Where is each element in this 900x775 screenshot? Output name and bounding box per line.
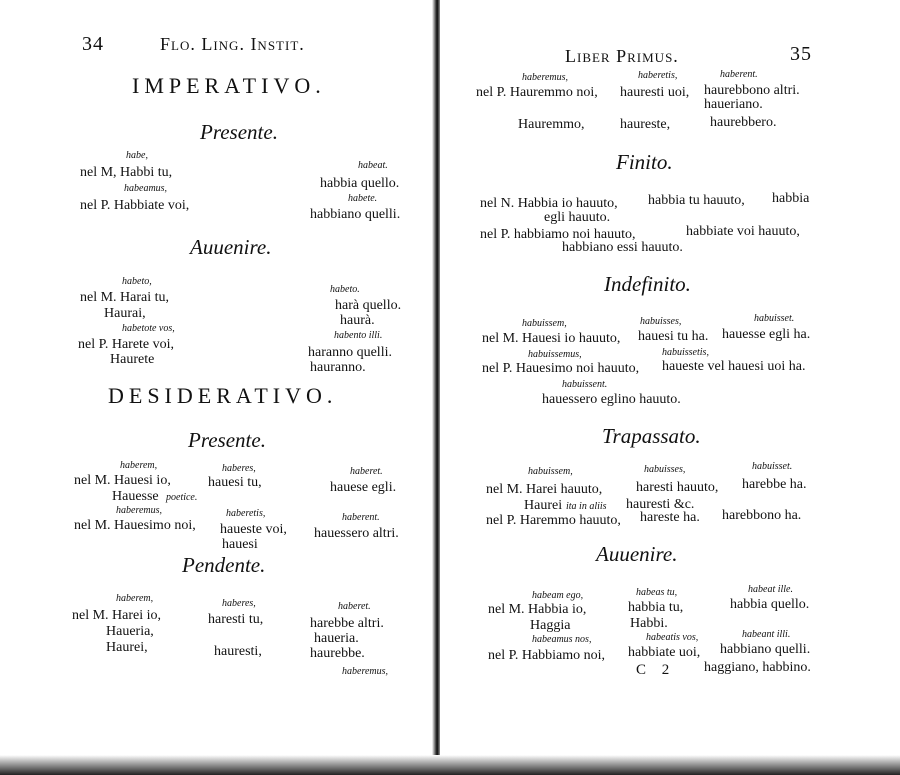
conjugation-form: hauranno. bbox=[310, 360, 366, 375]
conjugation-form: hauresti uoi, bbox=[620, 85, 690, 100]
latin-gloss: haberet. bbox=[350, 466, 383, 477]
conjugation-form: haresti tu, bbox=[208, 612, 264, 627]
latin-gloss: habuissent. bbox=[562, 379, 608, 390]
section-heading-imperativo: IMPERATIVO. bbox=[132, 73, 326, 98]
latin-gloss: haberetis, bbox=[638, 70, 678, 81]
conjugation-form: Haurai, bbox=[104, 306, 146, 321]
left-page bbox=[0, 0, 438, 775]
conjugation-line: nel P. Haremmo hauuto, bbox=[486, 513, 621, 528]
conjugation-line: nel M. Harei hauuto, bbox=[486, 482, 603, 497]
page-number: 34 bbox=[82, 33, 104, 55]
scan-bottom-shadow bbox=[0, 755, 900, 775]
conjugation-line: nel P. Hauesimo noi hauuto, bbox=[482, 361, 640, 376]
latin-gloss: habuissem, bbox=[528, 466, 573, 477]
conjugation-form: Habbi. bbox=[630, 616, 668, 631]
latin-gloss: habeto, bbox=[122, 276, 152, 287]
conjugation-form: habbiano quelli. bbox=[310, 207, 401, 222]
conjugation-line: nel M, Habbi tu, bbox=[80, 165, 173, 180]
conjugation-form: habbia quello. bbox=[320, 176, 400, 191]
latin-gloss: habetote vos, bbox=[122, 323, 175, 334]
conjugation-form: Haurei bbox=[524, 498, 563, 513]
conjugation-line: nel M. Harei io, bbox=[72, 608, 162, 623]
latin-gloss: habeamus, bbox=[124, 183, 168, 194]
latin-gloss: habeam ego, bbox=[532, 590, 584, 601]
conjugation-form: haurebbero. bbox=[710, 115, 777, 130]
subheading-pendente: Pendente. bbox=[182, 553, 266, 577]
latin-gloss: habento illi. bbox=[334, 330, 383, 341]
latin-gloss: habeant illi. bbox=[742, 629, 791, 640]
conjugation-form: habbia tu, bbox=[628, 600, 684, 615]
conjugation-form: harebbe ha. bbox=[742, 477, 807, 492]
latin-gloss: habete. bbox=[348, 193, 378, 204]
subheading-trapassato: Trapassato. bbox=[602, 424, 701, 448]
conjugation-line: nel M. Hauesi io, bbox=[74, 473, 171, 488]
right-page bbox=[440, 0, 900, 775]
conjugation-form: Hauremmo, bbox=[518, 117, 585, 132]
conjugation-form: egli hauuto. bbox=[544, 210, 611, 225]
latin-gloss: haberetis, bbox=[226, 508, 266, 519]
subheading-finito: Finito. bbox=[616, 150, 673, 174]
conjugation-form: habbiate uoi, bbox=[628, 645, 701, 660]
subheading-auuenire: Auuenire. bbox=[190, 235, 272, 259]
latin-gloss: habuissemus, bbox=[528, 349, 582, 360]
conjugation-form: Haurete bbox=[110, 352, 155, 367]
latin-gloss: habeat. bbox=[358, 160, 388, 171]
latin-gloss: haberes, bbox=[222, 463, 256, 474]
conjugation-form: haueria. bbox=[314, 631, 359, 646]
latin-gloss: habuisset. bbox=[752, 461, 793, 472]
latin-gloss: habuisset. bbox=[754, 313, 795, 324]
conjugation-form: hauresti &c. bbox=[626, 497, 695, 512]
conjugation-form: hauesse egli ha. bbox=[722, 327, 811, 342]
latin-gloss: haberet. bbox=[338, 601, 371, 612]
latin-gloss: habeas tu, bbox=[636, 587, 678, 598]
running-title: Liber Primus. bbox=[565, 46, 679, 66]
conjugation-form: hauessero altri. bbox=[314, 526, 399, 541]
conjugation-form: haresti hauuto, bbox=[636, 480, 719, 495]
conjugation-form: haueriano. bbox=[704, 97, 763, 112]
latin-gloss: poetice. bbox=[166, 492, 198, 503]
latin-gloss: haberemus, bbox=[522, 72, 569, 83]
latin-gloss: haberent. bbox=[720, 69, 758, 80]
latin-gloss: habuissetis, bbox=[662, 347, 709, 358]
conjugation-line: nel P. habbiamo noi hauuto, bbox=[480, 227, 636, 242]
subheading-presente: Presente. bbox=[200, 120, 278, 144]
subheading-auuenire: Auuenire. bbox=[596, 542, 678, 566]
conjugation-form: Haurei, bbox=[106, 640, 148, 655]
conjugation-form: harà quello. bbox=[335, 298, 402, 313]
conjugation-line: nel M. Hauesimo noi, bbox=[74, 518, 196, 533]
conjugation-form: hauesi tu, bbox=[208, 475, 262, 490]
conjugation-form: harebbono ha. bbox=[722, 508, 802, 523]
conjugation-form: haranno quelli. bbox=[308, 345, 392, 360]
conjugation-form: hauesi bbox=[222, 537, 258, 552]
latin-gloss: habe, bbox=[126, 150, 148, 161]
conjugation-form: hauese egli. bbox=[330, 480, 397, 495]
conjugation-line: nel N. Habbia io hauuto, bbox=[480, 196, 618, 211]
subheading-indefinito: Indefinito. bbox=[604, 272, 691, 296]
conjugation-form: habbiate voi hauuto, bbox=[686, 224, 800, 239]
conjugation-form: hareste ha. bbox=[640, 510, 700, 525]
conjugation-form: habbia tu hauuto, bbox=[648, 193, 745, 208]
conjugation-form: haurà. bbox=[340, 313, 375, 328]
conjugation-form: hauessero eglino hauuto. bbox=[542, 392, 681, 407]
conjugation-line: nel M. Habbia io, bbox=[488, 602, 587, 617]
section-heading-desiderativo: DESIDERATIVO. bbox=[108, 383, 338, 408]
conjugation-form: Hauesse bbox=[112, 489, 159, 504]
latin-gloss: haberem, bbox=[116, 593, 154, 604]
conjugation-form: haurebbono altri. bbox=[704, 83, 800, 98]
conjugation-line: nel P. Hauremmo noi, bbox=[476, 85, 598, 100]
latin-gloss: ita in aliis bbox=[566, 501, 607, 512]
latin-gloss: habuisses, bbox=[640, 316, 682, 327]
latin-gloss: habuissem, bbox=[522, 318, 567, 329]
conjugation-line: nel P. Habbiate voi, bbox=[80, 198, 190, 213]
conjugation-line: nel P. Habbiamo noi, bbox=[488, 648, 606, 663]
conjugation-form: haggiano, habbino. bbox=[704, 660, 811, 675]
latin-gloss: habuisses, bbox=[644, 464, 686, 475]
conjugation-form: harebbe altri. bbox=[310, 616, 384, 631]
latin-gloss: haberes, bbox=[222, 598, 256, 609]
conjugation-form: haueste vel hauesi uoi ha. bbox=[662, 359, 806, 374]
conjugation-form: Haggia bbox=[530, 618, 571, 633]
latin-gloss: habeatis vos, bbox=[646, 632, 699, 643]
latin-gloss: habeat ille. bbox=[748, 584, 793, 595]
conjugation-form: haurebbe. bbox=[310, 646, 365, 661]
conjugation-form: habbia bbox=[772, 191, 810, 206]
subheading-presente: Presente. bbox=[188, 428, 266, 452]
conjugation-line: nel M. Harai tu, bbox=[80, 290, 170, 305]
latin-gloss: haberent. bbox=[342, 512, 380, 523]
conjugation-line: nel P. Harete voi, bbox=[78, 337, 175, 352]
conjugation-form: hauesi tu ha. bbox=[638, 329, 709, 344]
signature-mark: C 2 bbox=[636, 662, 676, 678]
conjugation-form: hauresti, bbox=[214, 644, 262, 659]
conjugation-form: haueste voi, bbox=[220, 522, 287, 537]
page-number: 35 bbox=[790, 43, 812, 65]
running-title: Flo. Ling. Instit. bbox=[160, 34, 305, 54]
latin-gloss: haberemus, bbox=[342, 666, 389, 677]
conjugation-form: habbiano quelli. bbox=[720, 642, 811, 657]
latin-gloss: habeamus nos, bbox=[532, 634, 592, 645]
conjugation-form: Haueria, bbox=[106, 624, 154, 639]
conjugation-form: habbiano essi hauuto. bbox=[562, 240, 683, 255]
latin-gloss: haberem, bbox=[120, 460, 158, 471]
latin-gloss: habeto. bbox=[330, 284, 360, 295]
conjugation-form: haureste, bbox=[620, 117, 671, 132]
conjugation-form: habbia quello. bbox=[730, 597, 810, 612]
latin-gloss: haberemus, bbox=[116, 505, 163, 516]
conjugation-line: nel M. Hauesi io hauuto, bbox=[482, 331, 621, 346]
